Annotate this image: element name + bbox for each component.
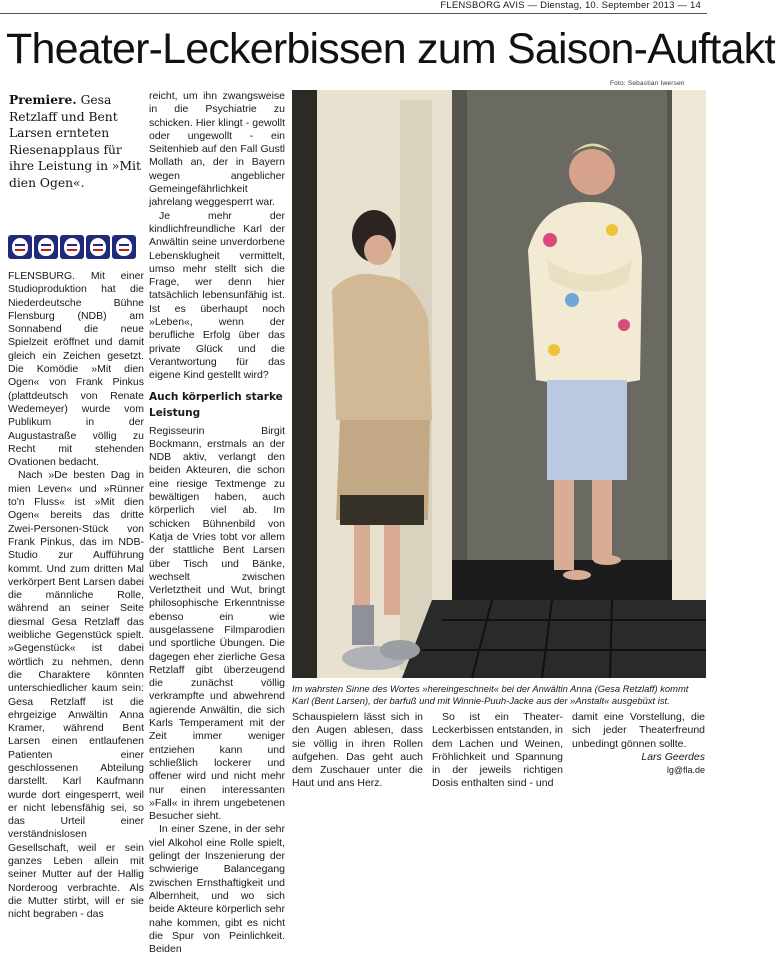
article-column-5 <box>572 711 705 777</box>
running-header: FLENSBORG AVIS — Dienstag, 10. September 2013 — 14 <box>0 0 707 14</box>
author-signature: Lars Geerdes <box>641 750 705 763</box>
theater-mask-icon <box>8 235 32 259</box>
paragraph: Regisseurin Birgit Bockmann, erstmals an der NDB aktiv, verlangt den beiden Akteuren, die schon eine riesige Textmenge zu bewältigen haben, auch körperlich viel ab. Im schicken Bühnenbild von Katja de Vries tobt vor allem der stattliche Bent Larsen über Tisch und Bänke, wechselt zwischen Verletztheit und Wut, bringt philosophische Erkenntnisse ebenso ein wie ausgelassene Filmparodien und sportliche Übungen. Die dagegen eher zierliche Gesa Retzlaff gibt überzeugend die zunächst völlig verkrampfte und abwehrend agierende Anwältin, die sich Karls Temperament mit der Zeit immer weniger entziehen kann und schließlich lockerer und offener wird und nicht mehr nur einen interessanten »Fall« in ihrem ungebetenen Besucher sieht. <box>149 424 285 823</box>
photo-credit: Foto: Sebastian Iwersen <box>610 80 685 87</box>
paragraph: damit eine Vorstellung, die sich jeder Theaterfreund unbedingt gönnen sollte. <box>572 711 705 750</box>
theater-mask-icon <box>60 235 84 259</box>
teaser <box>9 92 143 191</box>
paragraph: Nach »De besten Dag in mien Leven« und »Rünner to'n Fluss« ist »Mit dien Ogen« bereits das dritte Zwei-Personen-Stück von Frank Pinkus, das im NDB-Studio zur Aufführung kommt. Und zum dritten Mal verkörpert Bent Larsen dabei die männliche Rolle, während an seiner Seite diesmal Gesa Retzlaff das weibliche Gegenstück spielt. »Gegenstück« ist dabei wörtlich zu nehmen, denn die Charaktere könnten unterschiedlicher kaum sein: Gesa Retzlaff ist die ehrgeizige Anwältin Anna Kramer, während Bent Larsen einen entlaufenen Patienten einer geschlossenen Abteilung darstellt. Karl Kaufmann wurde dort eingesperrt, weil er nicht lebensfähig sei, so das Urteil einer verständnislosen Gesellschaft, weil er sein ganzes Leben allein mit seiner Mutter auf der Hallig Norderoog verbrachte. Als die Mutter stirbt, will er sie nicht begraben - das <box>8 469 144 921</box>
teaser-lead: Premiere. <box>9 92 77 107</box>
paragraph: FLENSBURG. Mit einer Studioproduktion hat die Niederdeutsche Bühne Flensburg (NDB) am Sonnabend die neue Spielzeit eröffnet und damit gleich ein Zeichen gesetzt. Die Komödie »Mit dien Ogen« von Frank Pinkus (plattdeutsch von Renate Wedemeyer) wurde vom Publikum in der Augustastraße völlig zu Recht mit stehenden Ovationen bedacht. <box>8 270 144 469</box>
photo-caption: Im wahrsten Sinne des Wortes »hereingeschneit« bei der Anwältin Anna (Gesa Retzlaff) kommt Karl (Bent Larsen), der barfuß und mit Winnie-Puuh-Jacke aus der »Anstalt« ausgebüxt ist. <box>292 683 689 706</box>
paragraph: Je mehr der kindlichfreundliche Karl der Anwältin seine unverdorbene Lebensklugheit vermittelt, umso mehr stellt sich die Frage, wer denn hier tatsächlich lebensunfähig ist. Ist es überhaupt noch »Leben«, wenn der berufliche Erfolg über das private Glück und die Verantwortung für das eigene Kind gestellt wird? <box>149 209 285 382</box>
author-email[interactable]: lg@fla.de <box>666 765 705 776</box>
headline: Theater-Leckerbissen zum Saison-Auftakt <box>6 25 775 73</box>
article-column-1 <box>8 270 144 922</box>
theater-mask-icon <box>34 235 58 259</box>
article-column-4 <box>432 711 563 791</box>
paragraph: Schauspielern lässt sich in den Augen ablesen, dass sie völlig in ihren Rollen aufgehen. Das geht auch dem Zuschauer unter die Haut und ans Herz. <box>292 711 423 790</box>
article-column-3 <box>292 711 423 791</box>
teaser-text: Gesa Retzlaff und Bent Larsen ernteten Riesenapplaus für ihre Leistung in »Mit dien Ogen«. <box>9 93 141 190</box>
theater-mask-icon <box>112 235 136 259</box>
paragraph: In einer Szene, in der sehr viel Alkohol eine Rolle spielt, gelingt der Inszenierung der schwierige Balancegang zwischen Ernsthaftigkeit und Albernheit, und wo sich beide Akteure körperlich sehr nahe kommen, gibt es nicht die Spur von Peinlichkeit. Beiden <box>149 823 285 956</box>
theater-mask-icon <box>86 235 110 259</box>
paragraph: So ist ein Theater-Leckerbissen entstanden, in dem Lachen und Weinen, Fröhlichkeit und Spannung in der jeweils richtigen Dosis enthalten sind - und <box>432 711 563 790</box>
article-column-2 <box>149 90 285 956</box>
paragraph: reicht, um ihn zwangsweise in die Psychiatrie zu schicken. Hier klingt - gewollt oder ungewollt - ein Seitenhieb auf den Fall Gustl Mollath an, der in Bayern wegen angeblicher Gemeingefährlichkeit jahrelang weggesperrt war. <box>149 90 285 209</box>
theater-logo-strip <box>8 235 136 259</box>
subheading: Auch körperlich starke Leistung <box>149 390 283 419</box>
stage-photo <box>292 90 706 678</box>
